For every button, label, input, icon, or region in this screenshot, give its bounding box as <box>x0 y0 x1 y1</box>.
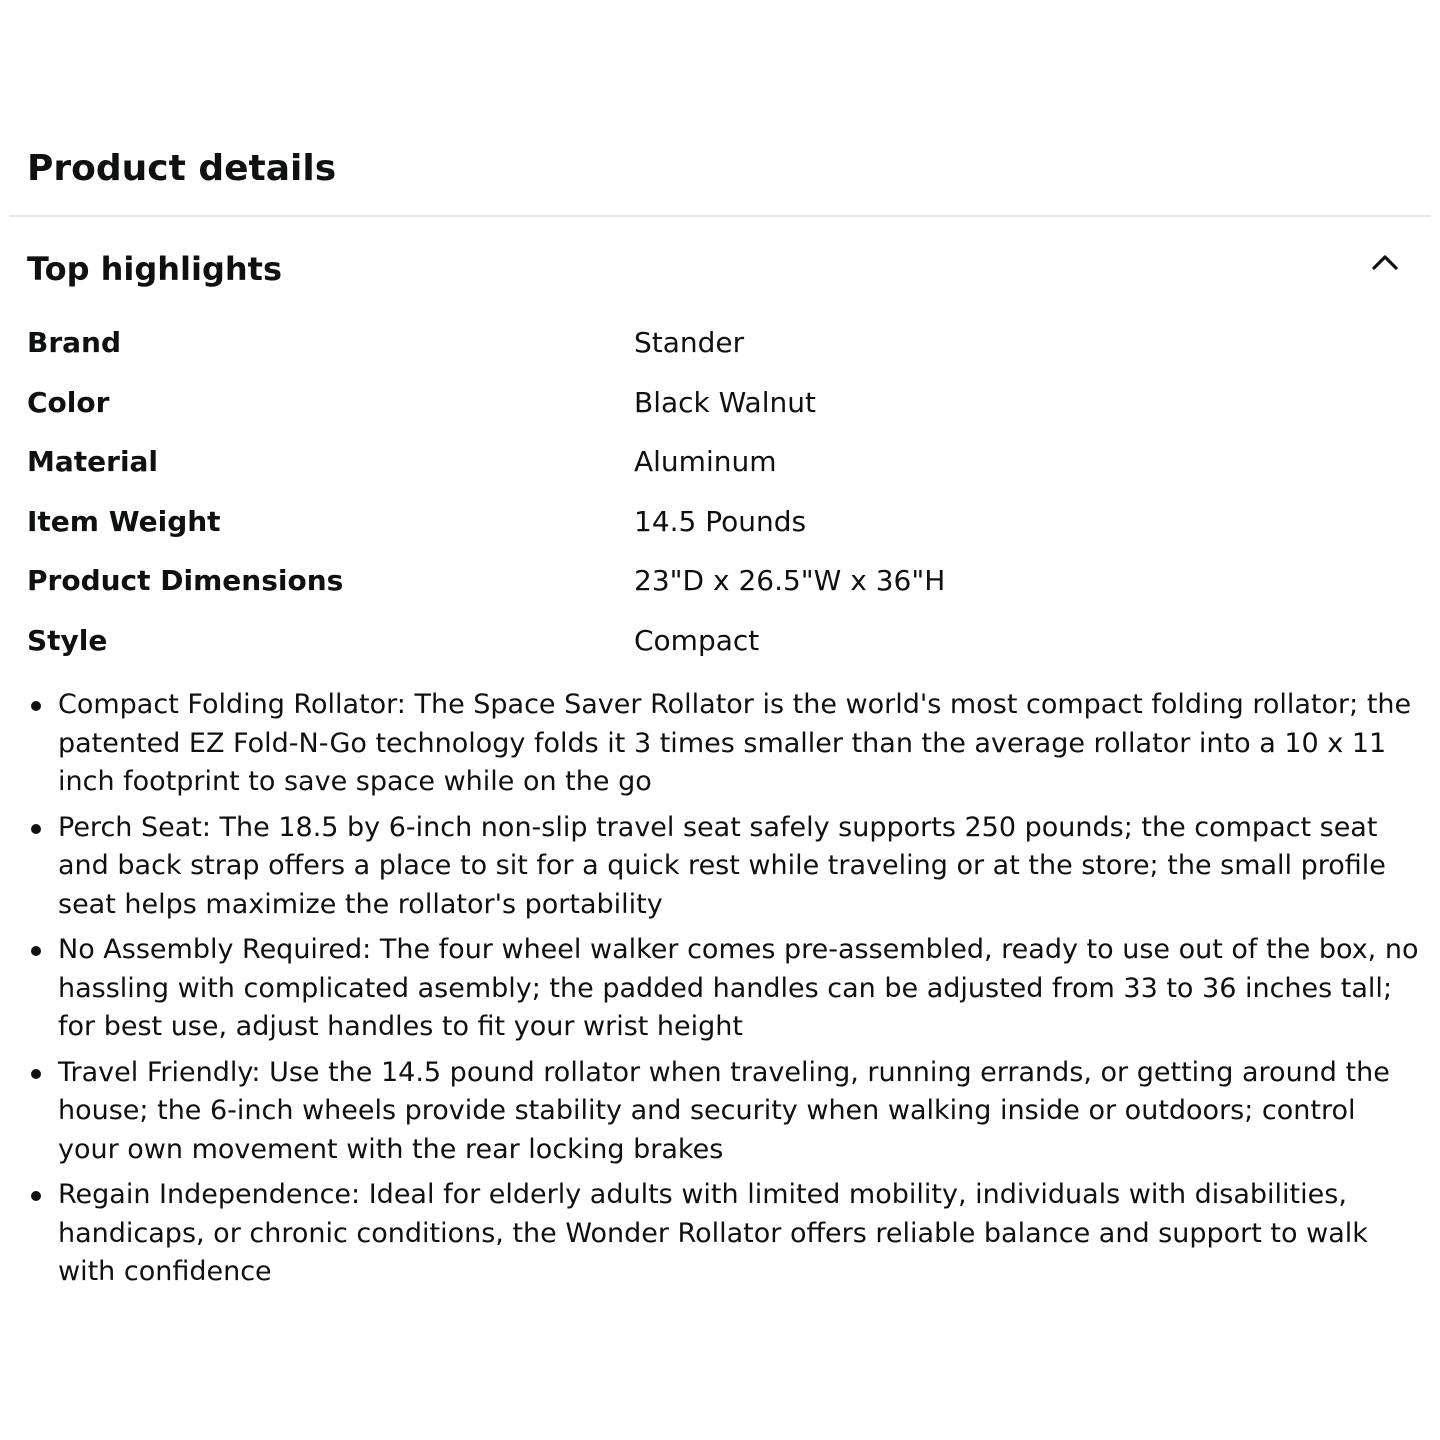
feature-bullet: Travel Friendly: Use the 14.5 pound rollator when traveling, running errands, or getting around the house; the 6-inch wheels provide stability and security when walking inside or outdoors; control your own movement with the rear locking brakes <box>58 1054 1423 1170</box>
spec-value: 23"D x 26.5"W x 36"H <box>634 564 946 597</box>
section-divider <box>9 215 1431 217</box>
top-highlights-title: Top highlights <box>27 250 283 288</box>
spec-value: Aluminum <box>634 445 777 478</box>
feature-bullet-list <box>58 686 1423 1299</box>
feature-bullet: Regain Independence: Ideal for elderly adults with limited mobility, individuals with disabilities, handicaps, or chronic conditions, the Wonder Rollator offers reliable balance and support to walk with confidence <box>58 1176 1423 1292</box>
spec-key: Item Weight <box>27 504 221 538</box>
spec-row-item-weight <box>27 501 1407 561</box>
spec-key: Style <box>27 623 108 657</box>
spec-value: Black Walnut <box>634 385 816 419</box>
spec-key: Product Dimensions <box>27 564 344 597</box>
spec-row-brand <box>27 322 1407 382</box>
spec-key: Color <box>27 385 110 419</box>
feature-bullet: Perch Seat: The 18.5 by 6-inch non-slip travel seat safely supports 250 pounds; the compact seat and back strap offers a place to sit for a quick rest while traveling or at the store; the small profile seat helps maximize the rollator's portability <box>58 809 1423 925</box>
spec-value: Stander <box>634 326 745 359</box>
spec-row-style <box>27 620 1407 680</box>
spec-row-color <box>27 382 1407 442</box>
product-details-title: Product details <box>27 148 337 189</box>
spec-value: Compact <box>634 623 760 657</box>
spec-key: Material <box>27 445 159 478</box>
specs-table <box>27 322 1407 679</box>
feature-bullet: No Assembly Required: The four wheel walker comes pre-assembled, ready to use out of the box, no hassling with complicated asembly; the padded handles can be adjusted from 33 to 36 inches tall; for best use, adjust handles to fit your wrist height <box>58 931 1423 1047</box>
top-highlights-expander[interactable] <box>0 246 1440 294</box>
spec-key: Brand <box>27 326 122 359</box>
spec-row-product-dimensions <box>27 560 1407 620</box>
chevron-up-icon[interactable] <box>1366 246 1404 276</box>
spec-value: 14.5 Pounds <box>634 504 807 538</box>
spec-row-material <box>27 441 1407 501</box>
feature-bullet: Compact Folding Rollator: The Space Saver Rollator is the world's most compact folding rollator; the patented EZ Fold-N-Go technology folds it 3 times smaller than the average rollator into a 10 x 11 inch footprint to save space while on the go <box>58 686 1423 802</box>
